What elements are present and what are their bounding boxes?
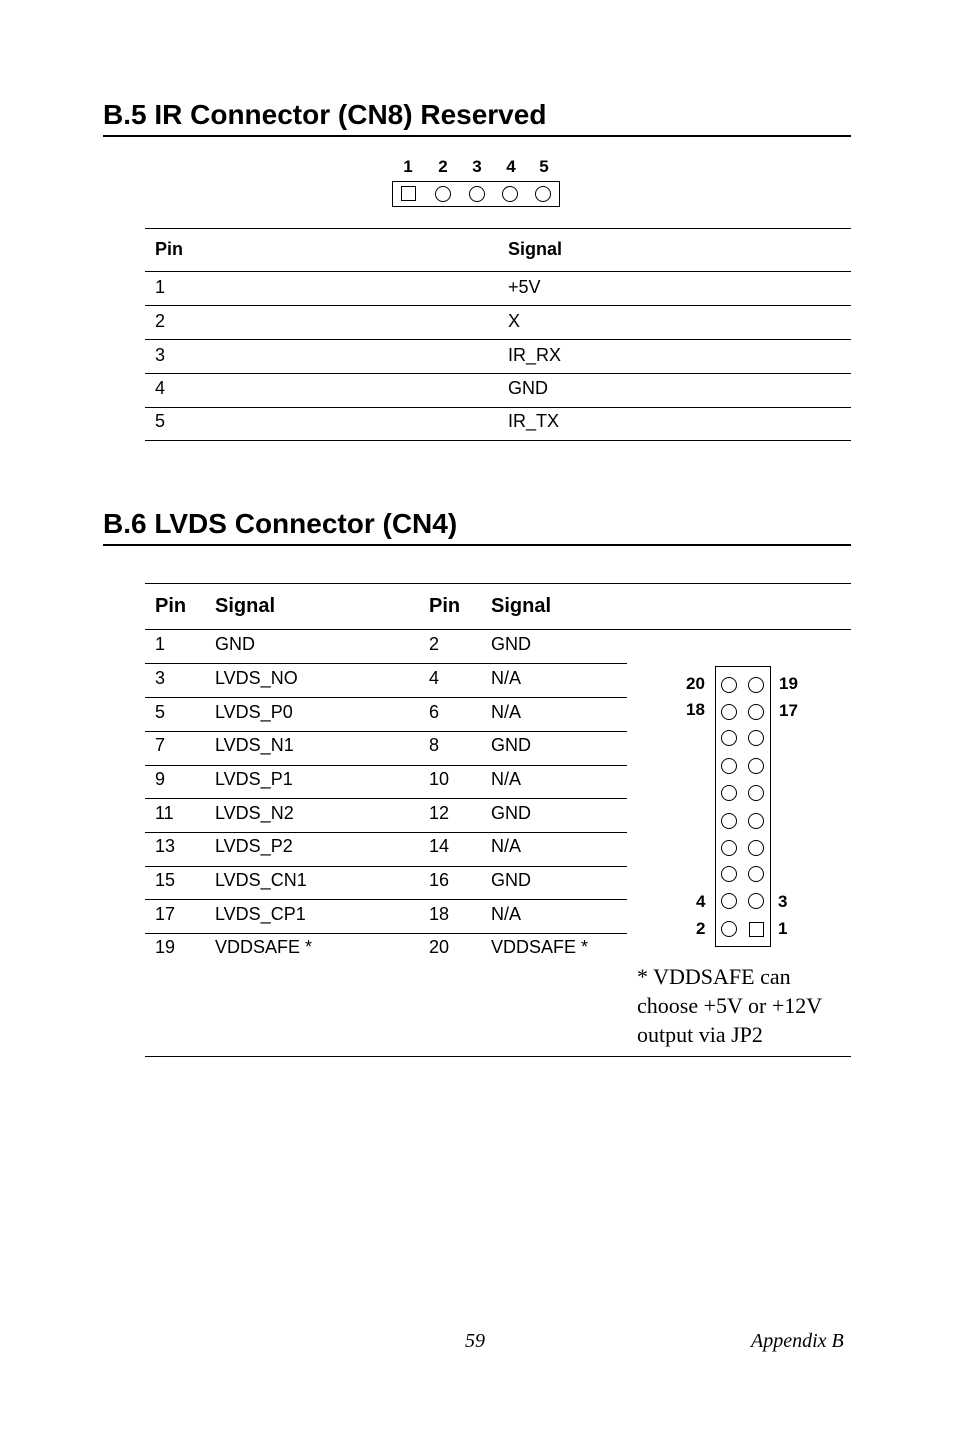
signal-cell: VDDSAFE * — [215, 937, 313, 957]
pin-square-icon — [401, 186, 416, 201]
cn8-connector-outline — [392, 181, 560, 207]
cn4-label-17: 17 — [779, 701, 798, 720]
pin-round-icon — [721, 758, 737, 774]
cn4-label-19: 19 — [779, 674, 798, 693]
signal-cell: N/A — [491, 769, 522, 789]
pin-round-icon — [502, 186, 518, 202]
table-row — [145, 272, 851, 306]
note-line: output via JP2 — [637, 1022, 763, 1047]
page-number: 59 — [465, 1330, 485, 1352]
pin-round-icon — [721, 921, 737, 937]
table-row — [145, 833, 627, 867]
table-row — [145, 374, 851, 408]
table-row — [145, 934, 627, 967]
footer-section: Appendix B — [751, 1330, 844, 1352]
signal-cell: N/A — [491, 668, 522, 688]
signal-cell: LVDS_N1 — [215, 735, 294, 755]
pin-round-icon — [748, 758, 764, 774]
cn4-label-20: 20 — [686, 674, 705, 693]
pin-cell: 2 — [429, 634, 440, 654]
note-line: choose +5V or +12V — [637, 993, 823, 1018]
pin-round-icon — [721, 866, 737, 882]
cn4-label-18: 18 — [686, 700, 705, 719]
pin-cell: 15 — [155, 870, 176, 890]
pin-cell: 13 — [155, 836, 176, 856]
pin-round-icon — [748, 840, 764, 856]
pin-cell: 3 — [155, 668, 166, 688]
pin-cell: 7 — [155, 735, 166, 755]
cn8-pin-table — [145, 228, 851, 441]
section-heading-b6: B.6 LVDS Connector (CN4) — [103, 508, 851, 546]
signal-cell: VDDSAFE * — [491, 937, 589, 957]
header-signal: Signal — [508, 239, 563, 259]
pin-round-icon — [721, 785, 737, 801]
cn4-label-3: 3 — [778, 892, 788, 911]
pin-round-icon — [748, 785, 764, 801]
pin-cell: 19 — [155, 937, 176, 957]
signal-cell: +5V — [508, 277, 541, 297]
pin-cell: 1 — [155, 277, 166, 297]
cn8-pin-number-1: 1 — [403, 157, 413, 176]
signal-cell: IR_RX — [508, 345, 562, 365]
pin-cell: 12 — [429, 803, 450, 823]
cn8-pin-number-2: 2 — [438, 157, 448, 176]
signal-cell: N/A — [491, 836, 522, 856]
header-pin: Pin — [155, 595, 187, 617]
signal-cell: GND — [215, 634, 255, 654]
pin-cell: 6 — [429, 702, 440, 722]
cn4-label-2: 2 — [696, 919, 706, 938]
pin-round-icon — [721, 840, 737, 856]
signal-cell: GND — [491, 735, 531, 755]
cn4-connector-outline — [715, 666, 771, 947]
table-row — [145, 407, 851, 441]
pin-cell: 10 — [429, 769, 450, 789]
table-row — [145, 765, 627, 799]
pin-square-icon — [749, 922, 764, 937]
signal-cell: N/A — [491, 702, 522, 722]
pin-cell: 4 — [429, 668, 440, 688]
pin-cell: 14 — [429, 836, 450, 856]
pin-cell: 1 — [155, 634, 166, 654]
cn8-pin-number-4: 4 — [506, 157, 516, 176]
table-header-row — [145, 229, 851, 272]
pin-cell: 17 — [155, 904, 176, 924]
pin-cell: 18 — [429, 904, 450, 924]
pin-cell: 16 — [429, 870, 450, 890]
signal-cell: LVDS_CN1 — [215, 870, 307, 890]
signal-cell: GND — [491, 870, 531, 890]
pin-cell: 5 — [155, 411, 166, 431]
signal-cell: LVDS_P0 — [215, 702, 293, 722]
pin-cell: 2 — [155, 311, 166, 331]
pin-round-icon — [748, 893, 764, 909]
signal-cell: IR_TX — [508, 411, 560, 431]
pin-round-icon — [721, 677, 737, 693]
table-row — [145, 732, 627, 766]
pin-round-icon — [748, 677, 764, 693]
pin-cell: 11 — [155, 803, 174, 823]
table-row — [145, 340, 851, 374]
pin-round-icon — [721, 730, 737, 746]
signal-cell: X — [508, 311, 521, 331]
pin-round-icon — [721, 893, 737, 909]
signal-cell: LVDS_NO — [215, 668, 298, 688]
signal-cell: GND — [508, 378, 548, 398]
table-row — [145, 799, 627, 833]
pin-round-icon — [748, 813, 764, 829]
pin-cell: 5 — [155, 702, 166, 722]
signal-cell: LVDS_N2 — [215, 803, 294, 823]
vddsafe-note — [637, 962, 851, 1049]
cn8-pin-number-3: 3 — [472, 157, 482, 176]
signal-cell: GND — [491, 634, 531, 654]
note-line: * VDDSAFE can — [637, 964, 791, 989]
header-pin: Pin — [429, 595, 461, 617]
table-row — [145, 630, 627, 664]
pin-round-icon — [748, 866, 764, 882]
table-row — [145, 900, 627, 934]
header-signal: Signal — [491, 595, 552, 617]
table-row — [145, 664, 627, 698]
cn8-pin-number-5: 5 — [539, 157, 549, 176]
table-row — [145, 306, 851, 340]
pin-round-icon — [721, 704, 737, 720]
table-header-row — [145, 584, 851, 630]
pin-round-icon — [535, 186, 551, 202]
section-heading-b5: B.5 IR Connector (CN8) Reserved — [103, 99, 851, 137]
signal-cell: N/A — [491, 904, 522, 924]
pin-cell: 3 — [155, 345, 166, 365]
pin-cell: 20 — [429, 937, 450, 957]
table-row — [145, 698, 627, 732]
pin-round-icon — [469, 186, 485, 202]
pin-round-icon — [748, 730, 764, 746]
header-pin: Pin — [155, 239, 184, 259]
signal-cell: GND — [491, 803, 531, 823]
pin-cell: 4 — [155, 378, 166, 398]
cn4-label-4: 4 — [696, 892, 706, 911]
signal-cell: LVDS_CP1 — [215, 904, 306, 924]
header-signal: Signal — [215, 595, 276, 617]
pin-round-icon — [435, 186, 451, 202]
signal-cell: LVDS_P2 — [215, 836, 293, 856]
pin-round-icon — [748, 704, 764, 720]
pin-cell: 9 — [155, 769, 166, 789]
cn4-label-1: 1 — [778, 919, 788, 938]
table-row — [145, 866, 627, 900]
pin-round-icon — [721, 813, 737, 829]
pin-cell: 8 — [429, 735, 440, 755]
signal-cell: LVDS_P1 — [215, 769, 293, 789]
